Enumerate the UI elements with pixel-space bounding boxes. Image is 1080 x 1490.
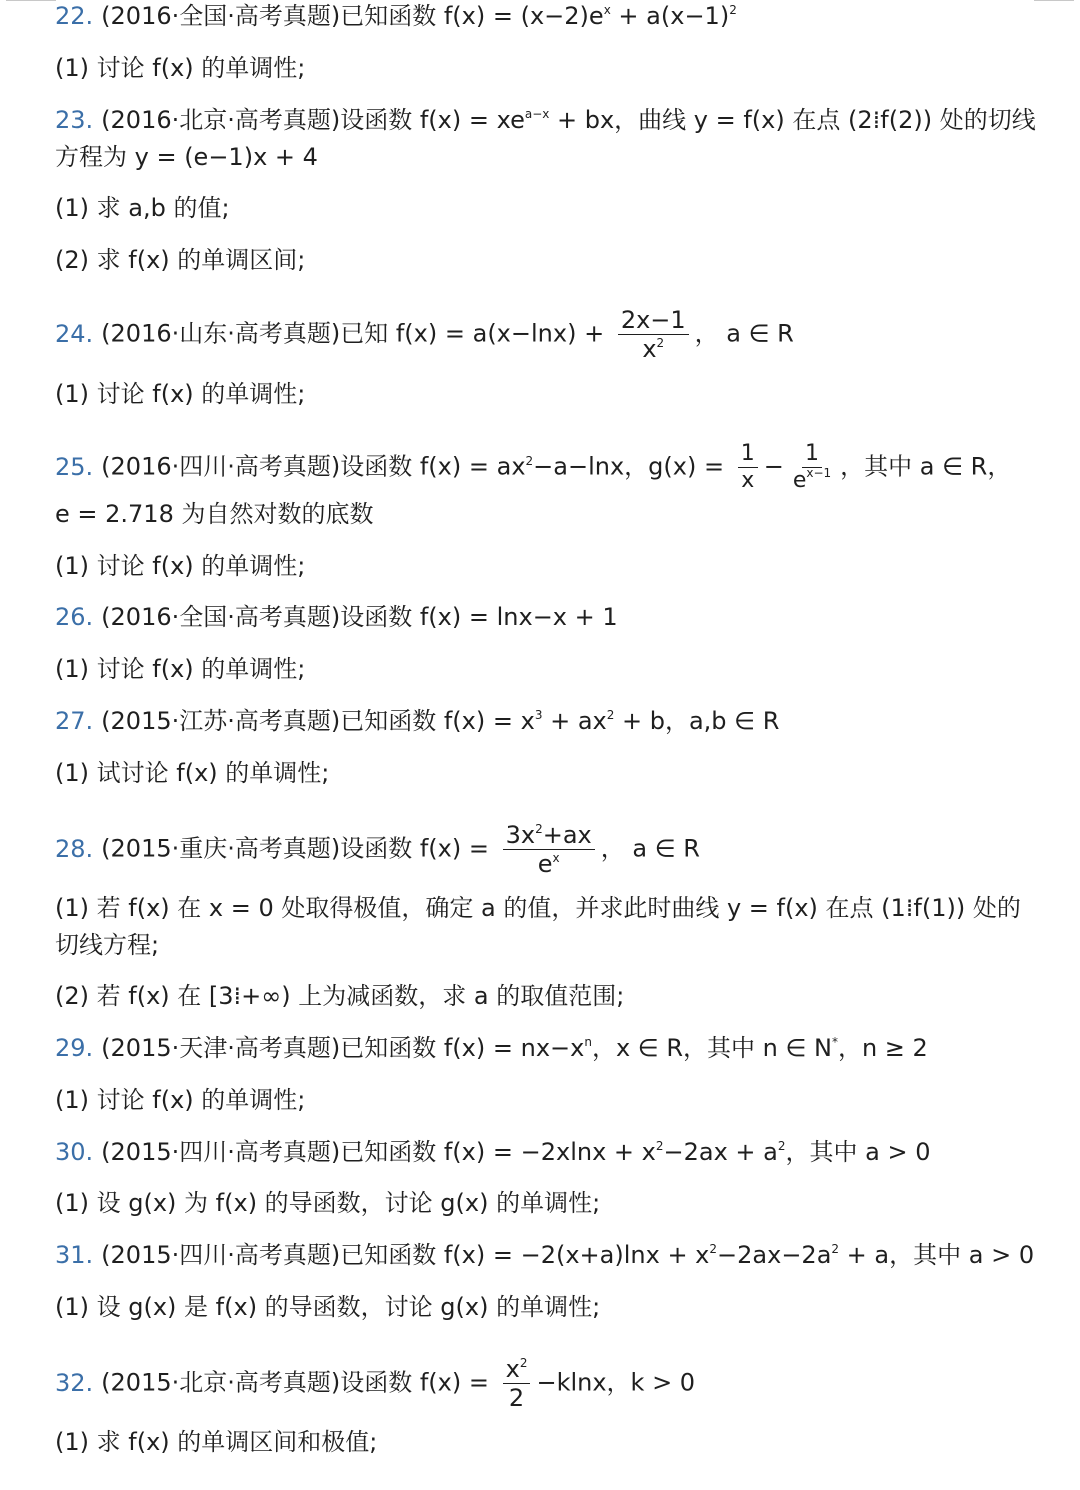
problem-number: 22. (55, 2, 94, 30)
problem-23-part-1: (1) 求 a,b 的值; (55, 194, 230, 222)
problem-number: 25. (55, 452, 94, 481)
superscript: 2 (525, 453, 534, 468)
stem-text: 设函数 f(x) = xe (340, 106, 525, 134)
problem-28-stem (55, 823, 1050, 876)
problem-source: (2016·山东·高考真题) (101, 319, 341, 348)
problem-number: 32. (55, 1368, 94, 1397)
superscript: 2 (777, 1139, 786, 1153)
problem-number: 24. (55, 319, 94, 348)
numerator-text: +ax (542, 821, 592, 849)
problem-source: (2016·全国·高考真题) (101, 2, 341, 30)
problem-number: 23. (55, 106, 94, 134)
stem-text: 已知函数 f(x) = −2(x+a)lnx + x (340, 1241, 710, 1269)
stem-text: 已知 f(x) = a(x−lnx) + (340, 319, 612, 348)
numerator-text: x (505, 1355, 520, 1383)
stem-text: ，x ∈ R，其中 n ∈ N (591, 1034, 832, 1062)
problem-27-part-1: (1) 试讨论 f(x) 的单调性; (55, 759, 330, 787)
fraction-numerator (503, 1357, 531, 1384)
superscript: 2 (656, 336, 665, 350)
problem-source: (2015·重庆·高考真题) (101, 834, 341, 863)
problem-number: 27. (55, 707, 94, 735)
stem-text: ，n ≥ 2 (837, 1034, 928, 1062)
problem-25-stem-cont: e = 2.718 为自然对数的底数 (55, 500, 374, 528)
problem-30-part-1: (1) 设 g(x) 为 f(x) 的导函数，讨论 g(x) 的单调性; (55, 1189, 601, 1217)
problem-28-part-1: (1) 若 f(x) 在 x = 0 处取得极值，确定 a 的值，并求此时曲线 y = f(x) 在点 (1⁞f(1)) 处的 (55, 894, 1021, 922)
stem-text: + bx，曲线 y = f(x) 在点 (2⁞f(2)) 处的切线 (549, 106, 1036, 134)
problem-32-part-1: (1) 求 f(x) 的单调区间和极值; (55, 1428, 378, 1456)
fraction-denominator: 2 (508, 1384, 525, 1412)
minus-sign: − (763, 452, 784, 481)
stem-text: + b，a,b ∈ R (614, 707, 780, 735)
fraction (790, 443, 834, 492)
problem-23-part-2: (2) 求 f(x) 的单调区间; (55, 246, 306, 274)
fraction-numerator: 1 (738, 443, 758, 468)
problem-26-stem (55, 599, 1050, 635)
problem-27-stem (55, 703, 1050, 739)
superscript: x−1 (806, 466, 832, 480)
problem-source: (2016·四川·高考真题) (101, 452, 341, 481)
superscript: 2 (831, 1242, 840, 1256)
problem-28-part-1-cont: 切线方程; (55, 931, 160, 959)
problem-22-part-1: (1) 讨论 f(x) 的单调性; (55, 54, 306, 82)
problem-23-stem-cont: 方程为 y = (e−1)x + 4 (55, 143, 318, 171)
top-divider-left (6, 0, 56, 1)
problem-source: (2015·天津·高考真题) (101, 1034, 341, 1062)
problem-24-part-1: (1) 讨论 f(x) 的单调性; (55, 380, 306, 408)
stem-text: ， a ∈ R (694, 319, 794, 348)
stem-text: 设函数 f(x) = (340, 834, 497, 863)
problem-28-part-2: (2) 若 f(x) 在 [3⁞+∞) 上为减函数，求 a 的取值范围; (55, 982, 625, 1010)
superscript: 2 (729, 3, 737, 17)
stem-text: 已知函数 f(x) = x (340, 707, 535, 735)
fraction (503, 823, 595, 876)
problem-source: (2015·江苏·高考真题) (101, 707, 341, 735)
problem-25-stem (55, 443, 1050, 492)
superscript: 2 (655, 1139, 664, 1153)
problem-number: 28. (55, 834, 94, 863)
superscript: x (603, 3, 611, 17)
fraction-denominator: x (741, 468, 755, 493)
problem-number: 31. (55, 1241, 94, 1269)
stem-text: 设函数 f(x) = (340, 1368, 497, 1397)
fraction-numerator: 1 (802, 443, 822, 468)
superscript: 2 (519, 1356, 528, 1370)
stem-text: + a(x−1) (610, 2, 730, 30)
stem-text: 设函数 f(x) = ax (340, 452, 526, 481)
problem-source: (2016·北京·高考真题) (101, 106, 341, 134)
problem-29-part-1: (1) 讨论 f(x) 的单调性; (55, 1086, 306, 1114)
stem-text: 已知函数 f(x) = nx−x (340, 1034, 585, 1062)
problem-source: (2015·四川·高考真题) (101, 1241, 341, 1269)
stem-text: 已知函数 f(x) = (x−2)e (340, 2, 604, 30)
superscript: * (831, 1035, 838, 1049)
fraction (618, 308, 689, 361)
fraction-denominator (790, 468, 834, 492)
stem-text: 已知函数 f(x) = −2xlnx + x (340, 1138, 656, 1166)
superscript: 2 (535, 822, 543, 836)
superscript: n (584, 1035, 592, 1049)
stem-text: −klnx，k > 0 (536, 1368, 696, 1397)
stem-text: ， a ∈ R (600, 834, 700, 863)
problem-24-stem (55, 308, 1050, 361)
problem-number: 26. (55, 603, 94, 631)
problem-source: (2016·全国·高考真题) (101, 603, 341, 631)
stem-text: + a，其中 a > 0 (839, 1241, 1035, 1269)
problem-number: 29. (55, 1034, 94, 1062)
stem-text: ，其中 a > 0 (785, 1138, 931, 1166)
problem-31-part-1: (1) 设 g(x) 是 f(x) 的导函数，讨论 g(x) 的单调性; (55, 1293, 601, 1321)
problem-source: (2015·北京·高考真题) (101, 1368, 341, 1397)
problem-number: 30. (55, 1138, 94, 1166)
stem-text: −2ax−2a (717, 1241, 832, 1269)
superscript: a−x (524, 107, 550, 121)
stem-text: + ax (542, 707, 607, 735)
superscript: 2 (606, 708, 615, 722)
problem-32-stem (55, 1357, 1050, 1410)
stem-text: 设函数 f(x) = lnx−x + 1 (340, 603, 618, 631)
fraction (738, 443, 758, 492)
fraction-numerator: 2x−1 (618, 308, 689, 335)
problem-30-stem (55, 1134, 1050, 1170)
stem-text: ，其中 a ∈ R， (840, 452, 1012, 481)
stem-text: −a−lnx，g(x) = (533, 452, 732, 481)
problem-26-part-1: (1) 讨论 f(x) 的单调性; (55, 655, 306, 683)
stem-text: −2ax + a (663, 1138, 778, 1166)
problem-23-stem (55, 102, 1050, 138)
problem-25-part-1: (1) 讨论 f(x) 的单调性; (55, 552, 306, 580)
problem-29-stem (55, 1030, 1050, 1066)
fraction-denominator (535, 850, 563, 876)
problem-31-stem (55, 1237, 1050, 1273)
superscript: 2 (709, 1242, 718, 1256)
denominator-text: e (792, 468, 807, 493)
denominator-text: x (642, 335, 657, 363)
numerator-text: 3x (505, 821, 536, 849)
fraction (503, 1357, 531, 1410)
superscript: 3 (534, 708, 543, 722)
problem-22-stem (55, 0, 1050, 34)
fraction-denominator (639, 335, 667, 361)
superscript: x (552, 851, 560, 865)
problem-source: (2015·四川·高考真题) (101, 1138, 341, 1166)
denominator-text: e (537, 850, 553, 878)
fraction-numerator (503, 823, 595, 850)
